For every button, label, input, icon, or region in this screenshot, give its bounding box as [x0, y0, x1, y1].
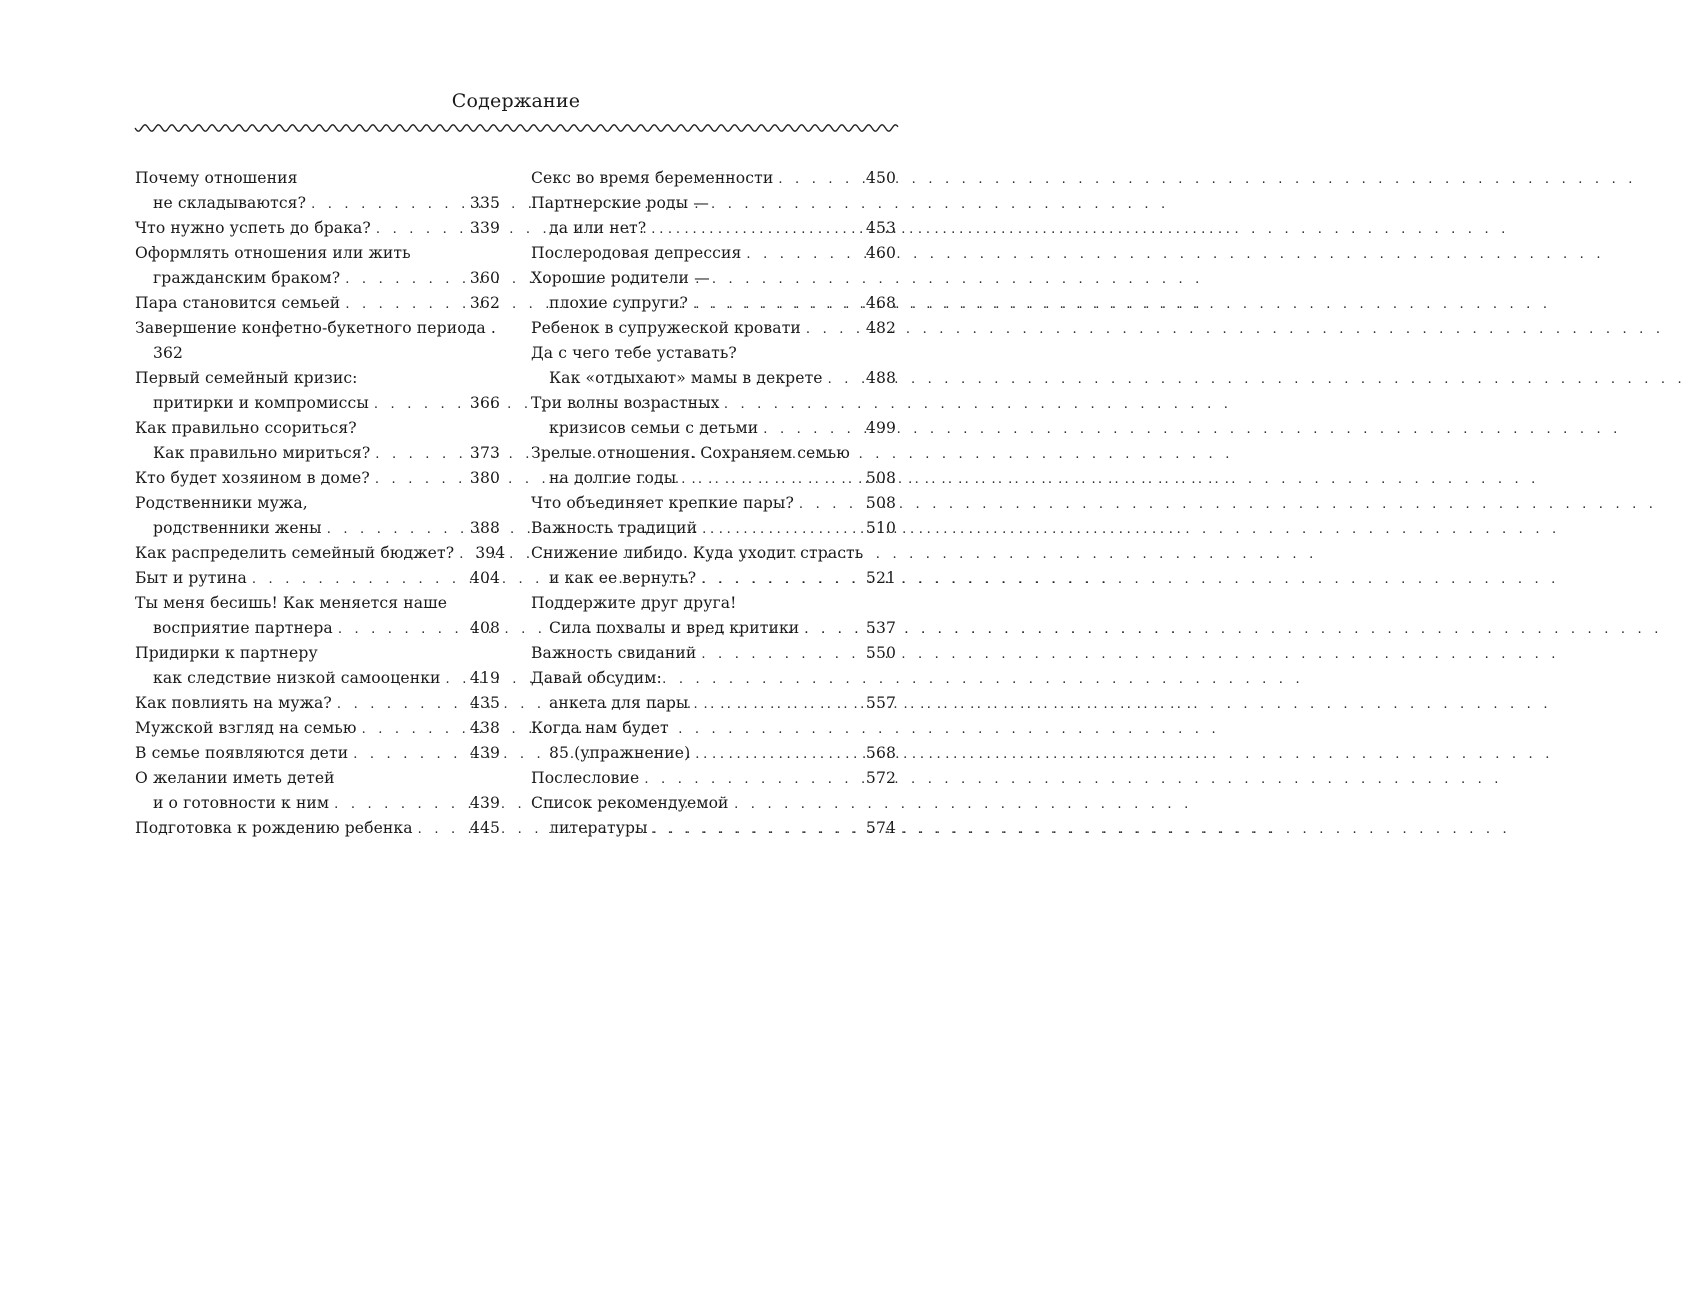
toc-entry-title: Да с чего тебе уставать? — [531, 344, 737, 362]
toc-page-number: 521 — [865, 569, 896, 587]
dot-leader — [763, 417, 860, 442]
toc-entry-title: и как ее вернуть? — [549, 569, 697, 587]
dot-leader — [338, 617, 464, 642]
toc-entry — [135, 541, 506, 566]
dot-leader — [651, 217, 860, 242]
toc-entry-title: Как правильно ссориться? — [135, 419, 357, 437]
toc-entry — [531, 591, 896, 616]
toc-page-number: 380 — [469, 469, 500, 487]
toc-entry — [135, 441, 500, 466]
toc-entry-title: Партнерские роды — — [531, 194, 709, 212]
toc-entry-title: Пара становится семьей — [135, 294, 341, 312]
dot-leader — [446, 667, 464, 692]
toc-entry — [135, 366, 500, 391]
toc-page-number: 557 — [865, 694, 896, 712]
toc-entry — [531, 716, 896, 741]
toc-entry — [135, 666, 500, 691]
toc-entry — [531, 191, 896, 216]
toc-entry-title: не складываются? — [153, 194, 307, 212]
toc-entry-title: Что объединяет крепкие пары? — [531, 494, 794, 512]
toc-entry-title: притирки и компромиссы — [153, 394, 369, 412]
toc-page-number: 574 — [865, 819, 896, 837]
toc-entry-title: Первый семейный кризис: — [135, 369, 358, 387]
dot-leader — [701, 642, 860, 667]
toc-entry-title: В семье появляются дети — [135, 744, 349, 762]
toc-entry — [135, 816, 500, 841]
toc-entry-title: Быт и рутина — [135, 569, 247, 587]
toc-entry — [135, 766, 500, 791]
toc-entry — [531, 166, 896, 191]
toc-entry — [531, 741, 896, 766]
toc-entry-title: Послесловие — [531, 769, 640, 787]
dot-leader — [311, 192, 464, 217]
toc-page-number: 488 — [865, 369, 896, 387]
toc-page-number: 439 — [469, 744, 500, 762]
toc-entry — [531, 416, 896, 441]
toc-page-number: 460 — [865, 244, 896, 262]
dot-leader — [681, 467, 860, 492]
toc-page-number: 439 — [469, 794, 500, 812]
toc-entry-title: плохие супруги? — [549, 294, 688, 312]
dot-leader — [375, 467, 464, 492]
toc-entry-title: Ты меня бесишь! Как меняется наше — [135, 594, 448, 612]
dot-leader — [828, 367, 860, 392]
toc-entry — [531, 216, 896, 241]
toc-entry-title: Послеродовая депрессия — [531, 244, 742, 262]
toc-entry-title: Секс во время беременности — [531, 169, 774, 187]
toc-entry-title: Как «отдыхают» мамы в декрете — [549, 369, 823, 387]
toc-page-number: 373 — [469, 444, 500, 462]
toc-entry — [531, 266, 896, 291]
toc-entry — [135, 166, 500, 191]
toc-entry-title: Зрелые отношения. Сохраняем семью — [531, 444, 850, 462]
dot-leader — [693, 692, 859, 717]
toc-entry — [135, 616, 500, 641]
dot-leader — [362, 717, 464, 742]
toc-entry-title: Как распределить семейный бюджет? — [135, 544, 455, 562]
toc-entry — [135, 316, 500, 341]
toc-entry — [135, 266, 500, 291]
toc-page-number: 394 — [475, 544, 506, 562]
dot-leader — [746, 242, 860, 267]
toc-entry — [135, 416, 500, 441]
toc-entry-title: Три волны возрастных — [531, 394, 720, 412]
toc-entry — [531, 516, 896, 541]
dot-leader — [327, 517, 464, 542]
toc-entry — [135, 191, 500, 216]
toc-entry — [531, 441, 896, 466]
toc-page-number: 360 — [469, 269, 500, 287]
toc-entry-title: гражданским браком? — [153, 269, 341, 287]
dot-leader — [418, 817, 464, 842]
toc-entry — [531, 541, 896, 566]
toc-entry — [531, 566, 896, 591]
toc-page-number: 468 — [865, 294, 896, 312]
toc-entry-title: Давай обсудим: — [531, 669, 662, 687]
dot-leader — [702, 517, 860, 542]
toc-entry — [135, 391, 500, 416]
toc-entry — [135, 566, 500, 591]
dot-leader — [374, 392, 464, 417]
toc-page-number: 510 — [865, 519, 896, 537]
dot-leader — [252, 567, 464, 592]
toc-entry — [531, 366, 896, 391]
toc-entry-title: как следствие низкой самооценки — [153, 669, 441, 687]
toc-entry-title: на долгие годы — [549, 469, 677, 487]
toc-entry-title: Завершение конфетно-букетного периода . — [135, 319, 496, 337]
toc-page-number: 508 — [865, 469, 896, 487]
dot-leader — [345, 267, 464, 292]
toc-entry — [531, 391, 896, 416]
toc-page-number: 572 — [865, 769, 896, 787]
toc-entry-title: Как повлиять на мужа? — [135, 694, 332, 712]
toc-entry-title: Как правильно мириться? — [153, 444, 371, 462]
toc-entry-title: кризисов семьи с детьми — [549, 419, 759, 437]
toc-entry — [135, 216, 500, 241]
toc-entry-title: Когда нам будет — [531, 719, 669, 737]
toc-entry — [531, 666, 896, 691]
toc-entry — [135, 291, 500, 316]
toc-entry — [135, 591, 500, 616]
toc-entry-title: Поддержите друг друга! — [531, 594, 737, 612]
toc-entry — [531, 766, 896, 791]
toc-entry — [531, 341, 896, 366]
toc-entry — [135, 466, 500, 491]
toc-entry-title: Родственники мужа, — [135, 494, 308, 512]
toc-entry-title: Важность свиданий — [531, 644, 697, 662]
toc-page-number: 435 — [469, 694, 500, 712]
toc-page-number: 419 — [469, 669, 500, 687]
dot-leader — [353, 742, 464, 767]
dot-leader — [693, 292, 860, 317]
toc-entry — [531, 316, 896, 341]
toc-page-number: 339 — [469, 219, 500, 237]
toc-entry — [135, 241, 500, 266]
toc-entry — [531, 616, 896, 641]
dot-leader — [695, 742, 860, 767]
toc-page-number: 550 — [865, 644, 896, 662]
dot-leader — [644, 767, 860, 792]
toc-entry — [531, 641, 896, 666]
toc-entry-title: и о готовности к ним — [153, 794, 330, 812]
toc-entry — [531, 291, 896, 316]
dot-leader — [459, 542, 469, 567]
toc-entry — [531, 241, 896, 266]
toc-entry-title: восприятие партнера — [153, 619, 333, 637]
toc-page-number: 482 — [865, 319, 896, 337]
toc-entry — [135, 641, 500, 666]
toc-page-number: 499 — [865, 419, 896, 437]
wavy-divider — [135, 120, 898, 136]
toc-page-number: 453 — [865, 219, 896, 237]
toc-page-number: 408 — [469, 619, 500, 637]
toc-entry-title: Что нужно успеть до брака? — [135, 219, 371, 237]
dot-leader — [799, 492, 860, 517]
toc-page-number: 537 — [865, 619, 896, 637]
toc-entry — [135, 716, 500, 741]
toc-page-number: 508 — [865, 494, 896, 512]
dot-leader — [701, 567, 860, 592]
toc-entry-title: да или нет? — [549, 219, 647, 237]
toc-entry-title: Придирки к партнеру — [135, 644, 318, 662]
toc-entry-title: 85 (упражнение) — [549, 744, 691, 762]
toc-page-number: 438 — [469, 719, 500, 737]
dot-leader — [334, 792, 464, 817]
toc-page-number: 388 — [469, 519, 500, 537]
dot-leader — [375, 442, 464, 467]
toc-page-number: 450 — [865, 169, 896, 187]
toc-entry — [135, 741, 500, 766]
page-title: Содержание — [451, 90, 581, 112]
toc-page-number: 404 — [469, 569, 500, 587]
toc-entry-title: Кто будет хозяином в доме? — [135, 469, 370, 487]
toc-entry-title: Важность традиций — [531, 519, 698, 537]
toc-entry-title: Снижение либидо. Куда уходит страсть — [531, 544, 864, 562]
toc-entry-title: Почему отношения — [135, 169, 298, 187]
toc-entry-title: анкета для пары — [549, 694, 689, 712]
toc-entry — [135, 791, 500, 816]
toc-page-number: 362 — [469, 294, 500, 312]
dot-leader — [337, 692, 464, 717]
toc-entry-title: О желании иметь детей — [135, 769, 335, 787]
toc-entry-title: Ребенок в супружеской кровати — [531, 319, 801, 337]
toc-entry-title: Подготовка к рождению ребенка — [135, 819, 413, 837]
toc-entry — [135, 341, 500, 366]
dot-leader — [345, 292, 464, 317]
dot-leader — [653, 817, 860, 842]
toc-entry-title: Сила похвалы и вред критики — [549, 619, 800, 637]
toc-right-column — [531, 166, 896, 841]
toc-entry-title: Список рекомендуемой — [531, 794, 729, 812]
toc-page-number: 568 — [865, 744, 896, 762]
dot-leader — [376, 217, 464, 242]
toc-entry-title: родственники жены — [153, 519, 322, 537]
toc-entry-title: Хорошие родители — — [531, 269, 710, 287]
toc-entry-title: Оформлять отношения или жить — [135, 244, 411, 262]
toc-entry — [531, 816, 896, 841]
toc-entry — [531, 491, 896, 516]
toc-entry-title: Мужской взгляд на семью — [135, 719, 357, 737]
toc-entry — [531, 466, 896, 491]
toc-entry-title: литературы — [549, 819, 648, 837]
toc-entry — [135, 691, 500, 716]
toc-page-number: 445 — [469, 819, 500, 837]
toc-page-number: 335 — [469, 194, 500, 212]
toc-page-number: 366 — [469, 394, 500, 412]
dot-leader — [778, 167, 860, 192]
toc-entry — [135, 491, 500, 516]
toc-entry-title: 362 — [153, 344, 184, 362]
toc-entry — [135, 516, 500, 541]
toc-entry — [531, 791, 896, 816]
toc-left-column — [135, 166, 506, 841]
dot-leader — [806, 317, 860, 342]
dot-leader — [804, 617, 860, 642]
toc-entry — [531, 691, 896, 716]
